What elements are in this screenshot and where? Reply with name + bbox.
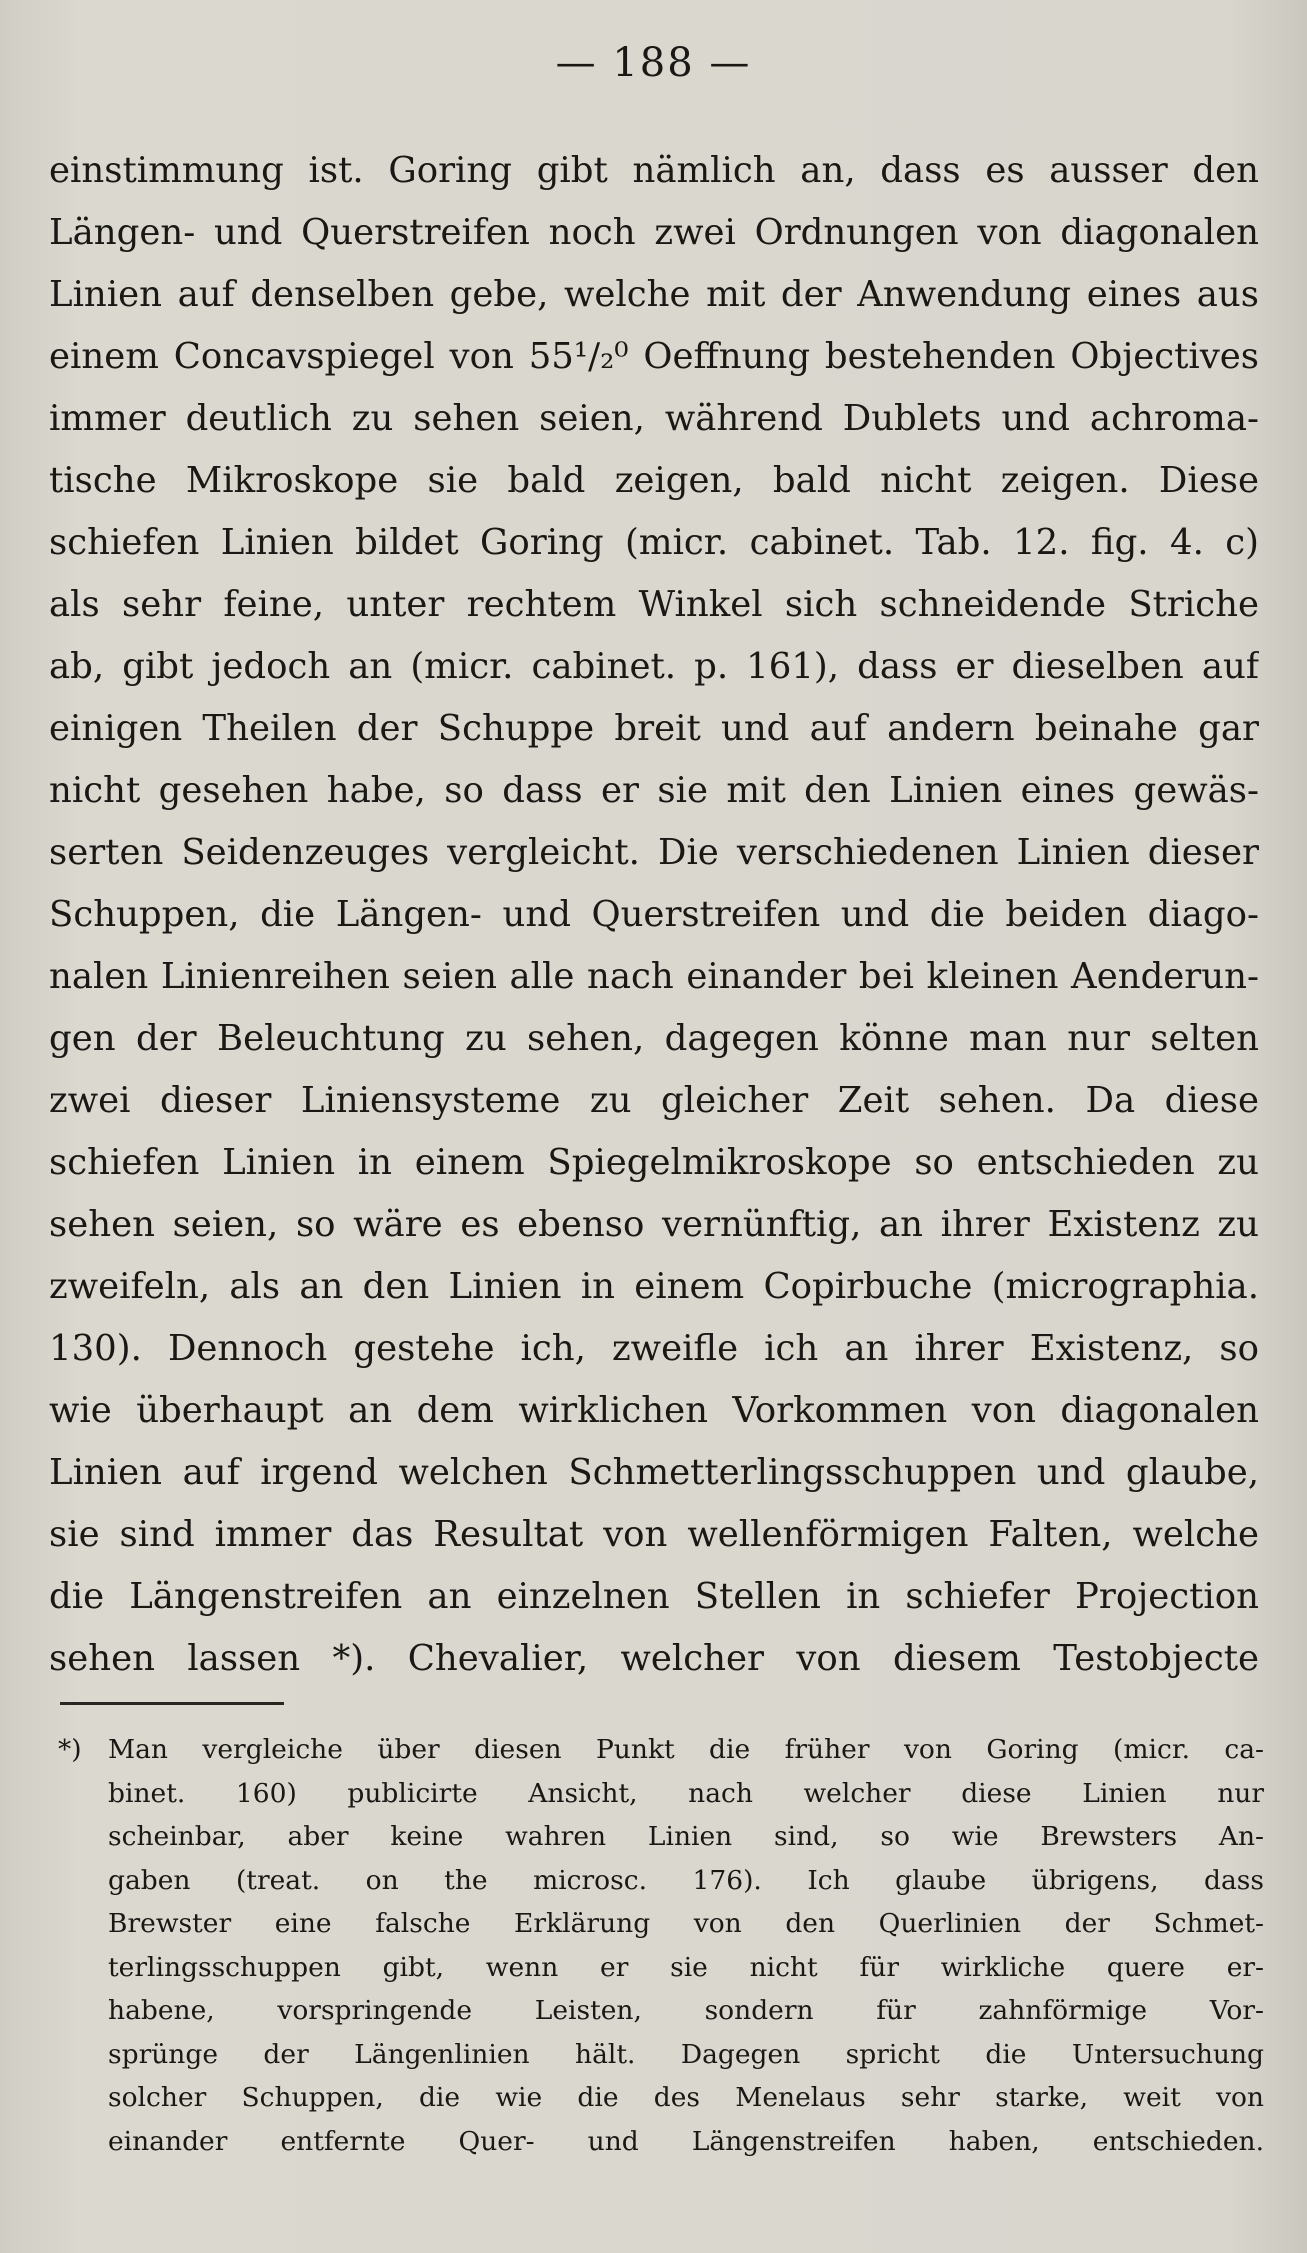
text-line: einstimmung ist. Goring gibt nämlich an, dass es ausser den [49,150,1259,191]
text-line: Längen- und Querstreifen noch zwei Ordnungen von diagonalen [49,212,1259,253]
text-line: nicht gesehen habe, so dass er sie mit den Linien eines gewäs- [49,770,1259,811]
text-line: zwei dieser Liniensysteme zu gleicher Zeit sehen. Da diese [49,1080,1259,1121]
footnote-line: scheinbar, aber keine wahren Linien sind, so wie Brewsters An- [108,1821,1264,1852]
footnote-line: terlingsschuppen gibt, wenn er sie nicht für wirkliche quere er- [108,1951,1264,1983]
text-line: ab, gibt jedoch an (micr. cabinet. p. 161), dass er dieselben auf [49,646,1259,687]
text-line: zweifeln, als an den Linien in einem Copirbuche (micrographia. [49,1266,1259,1307]
footnote-line: habene, vorspringende Leisten, sondern für zahnförmige Vor- [108,1995,1264,2026]
footnote-line: gaben (treat. on the microsc. 176). Ich glaube übrigens, dass [108,1864,1264,1896]
text-line: wie überhaupt an dem wirklichen Vorkommen von diagonalen [49,1390,1259,1431]
footnote-line: Man vergleiche über diesen Punkt die früher von Goring (micr. ca- [108,1734,1264,1765]
text-line: Schuppen, die Längen- und Querstreifen und die beiden diago- [49,894,1259,935]
text-line: nalen Linienreihen seien alle nach einander bei kleinen Aenderun- [49,956,1259,997]
text-line: schiefen Linien in einem Spiegelmikroskope so entschieden zu [49,1142,1259,1183]
text-line: Linien auf irgend welchen Schmetterlingsschuppen und glaube, [49,1452,1259,1493]
footnote-line: einander entfernte Quer- und Längenstreifen haben, entschieden. [108,2125,1264,2157]
text-line: sehen seien, so wäre es ebenso vernünftig, an ihrer Existenz zu [49,1204,1259,1245]
footnote-line: binet. 160) publicirte Ansicht, nach welcher diese Linien nur [108,1777,1264,1809]
footnote-line: sprünge der Längenlinien hält. Dagegen spricht die Untersuchung [108,2038,1264,2070]
text-line: gen der Beleuchtung zu sehen, dagegen könne man nur selten [49,1018,1259,1059]
text-line: Linien auf denselben gebe, welche mit der Anwendung eines aus [49,274,1259,315]
text-line: als sehr feine, unter rechtem Winkel sich schneidende Striche [49,584,1259,625]
footnote-line: solcher Schuppen, die wie die des Menelaus sehr starke, weit von [108,2082,1264,2113]
text-line: schiefen Linien bildet Goring (micr. cabinet. Tab. 12. fig. 4. c) [49,522,1259,563]
page-number: — 188 — [555,40,752,86]
text-line: einem Concavspiegel von 55¹/₂⁰ Oeffnung bestehenden Objectives [49,336,1259,377]
text-line: die Längenstreifen an einzelnen Stellen in schiefer Projection [49,1576,1259,1617]
text-line: serten Seidenzeuges vergleicht. Die verschiedenen Linien dieser [49,832,1259,873]
text-line: immer deutlich zu sehen seien, während Dublets und achroma- [49,398,1259,439]
text-line: 130). Dennoch gestehe ich, zweifle ich an ihrer Existenz, so [49,1328,1259,1369]
body-text [49,140,1259,1690]
footnote [108,1728,1264,2163]
text-line: tische Mikroskope sie bald zeigen, bald nicht zeigen. Diese [49,460,1259,501]
text-line: einigen Theilen der Schuppe breit und auf andern beinahe gar [49,708,1259,749]
footnote-marker: *) [58,1734,82,1765]
footnote-divider [60,1702,284,1705]
footnote-line: Brewster eine falsche Erklärung von den Querlinien der Schmet- [108,1908,1264,1939]
text-line: sie sind immer das Resultat von wellenförmigen Falten, welche [49,1514,1259,1555]
text-line: sehen lassen *). Chevalier, welcher von diesem Testobjecte [49,1638,1259,1679]
